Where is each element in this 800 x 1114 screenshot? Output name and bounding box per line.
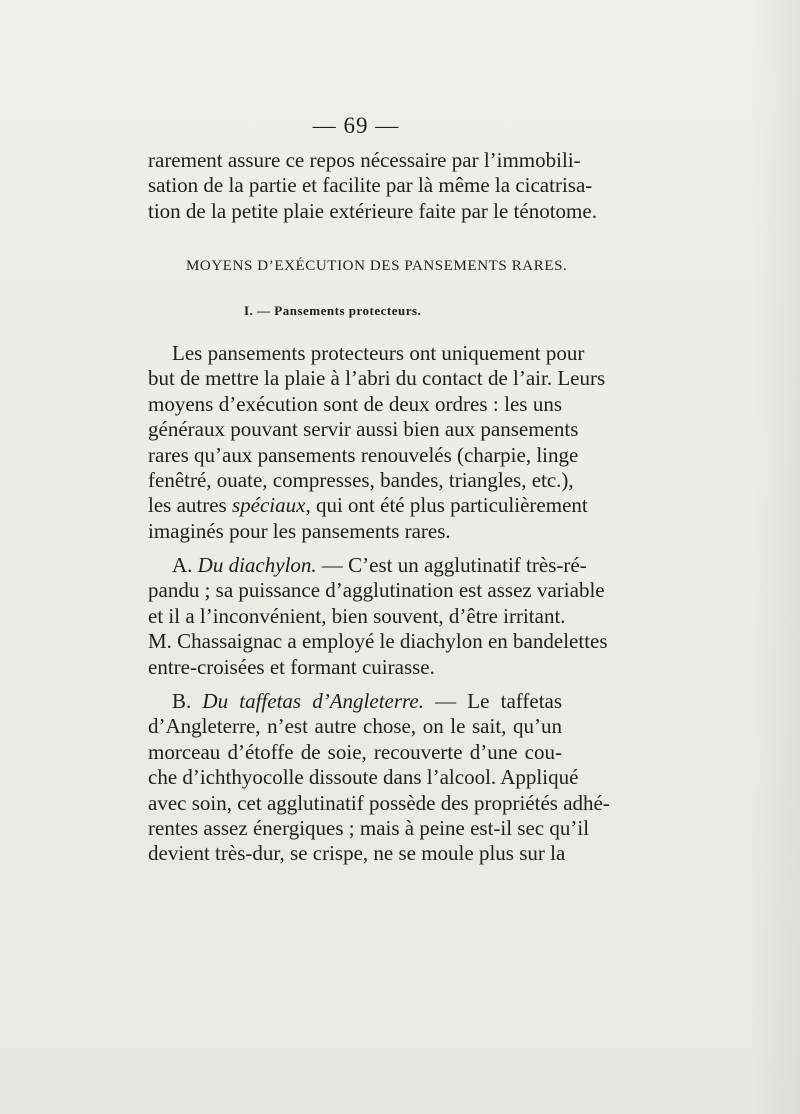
text-fragment: les autres xyxy=(148,493,227,518)
text-line: et il a l’inconvénient, bien souvent, d’être irritant. xyxy=(148,603,566,628)
paragraph-protecteurs xyxy=(148,341,606,544)
page-number: — 69 — xyxy=(312,113,400,138)
text-line: rares qu’aux pansements renouvelés (charpie, linge xyxy=(148,442,579,467)
page-edge-shadow xyxy=(750,0,800,1114)
text-line: moyens d’exécution sont de deux ordres : les uns xyxy=(148,391,562,416)
text-line: fenêtré, ouate, compresses, bandes, triangles, etc.), xyxy=(148,467,574,492)
text-line: pandu ; sa puissance d’agglutination est assez variable xyxy=(148,578,605,603)
text-line: avec soin, cet agglutinatif possède des propriétés adhé- xyxy=(148,790,610,815)
text-line: généraux pouvant servir aussi bien aux pansements xyxy=(148,417,579,442)
subheading: I. — Pansements protecteurs. xyxy=(244,303,422,318)
text-line: Les pansements protecteurs ont uniquement pour xyxy=(172,341,585,365)
italic-term: spéciaux xyxy=(231,493,306,518)
text-line xyxy=(148,553,587,578)
item-label: A. xyxy=(172,553,193,577)
text-fragment: — C’est un agglutinatif très-ré- xyxy=(321,553,587,577)
text-line: che d’ichthyocolle dissoute dans l’alcool. Appliqué xyxy=(148,765,579,790)
paragraph-taffetas xyxy=(148,689,610,867)
text-line xyxy=(148,493,588,518)
text-line: but de mettre la plaie à l’abri du contact de l’air. Leurs xyxy=(148,366,606,391)
text-line: morceau d’étoffe de soie, recouverte d’une cou- xyxy=(148,739,562,764)
item-label: B. xyxy=(172,689,192,713)
text-line: rarement assure ce repos nécessaire par l’immobili- xyxy=(148,148,581,172)
text-fragment: — Le taffetas xyxy=(435,689,563,713)
text-line: d’Angleterre, n’est autre chose, on le sait, qu’un xyxy=(148,714,562,739)
text-line: entre-croisées et formant cuirasse. xyxy=(148,654,435,679)
intro-paragraph xyxy=(148,148,597,224)
text-fragment: , qui ont été plus particulièrement xyxy=(305,493,588,518)
text-line: rentes assez énergiques ; mais à peine est-il sec qu’il xyxy=(148,815,590,840)
item-title: Du diachylon. xyxy=(197,553,317,577)
text-line: M. Chassaignac a employé le diachylon en bandelettes xyxy=(148,629,608,654)
text-line: tion de la petite plaie extérieure faite par le ténotome. xyxy=(148,198,597,223)
text-line: sation de la partie et facilite par là même la cicatrisa- xyxy=(148,173,593,198)
paragraph-diachylon xyxy=(148,553,608,680)
section-heading: MOYENS D’EXÉCUTION DES PANSEMENTS RARES. xyxy=(186,258,568,274)
text-line xyxy=(148,689,562,714)
text-line: devient très-dur, se crispe, ne se moule plus sur la xyxy=(148,841,566,866)
item-title: Du taffetas d’Angleterre. xyxy=(202,689,424,713)
text-line: imaginés pour les pansements rares. xyxy=(148,518,451,543)
